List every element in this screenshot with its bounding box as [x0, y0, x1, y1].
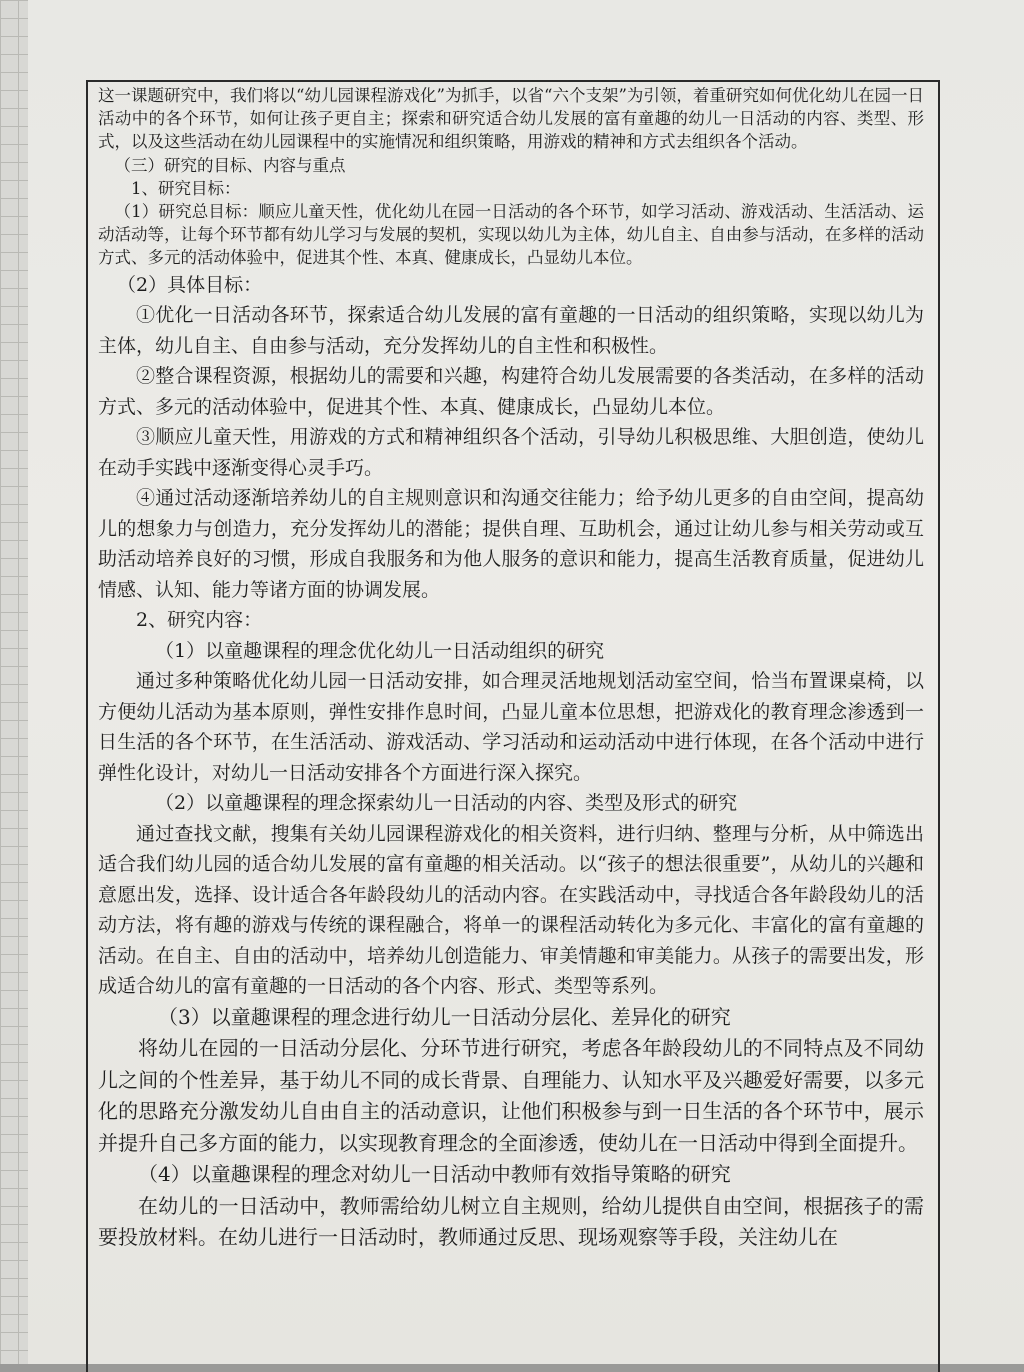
content-paragraph-1: 通过多种策略优化幼儿园一日活动安排，如合理灵活地规划活动室空间，恰当布置课桌椅，以方便幼儿活动为基本原则，弹性安排作息时间，凸显儿童本位思想，把游戏化的教育理念渗透到一日生活的各个环节，在生活活动、游戏活动、学习活动和运动活动中进行体现，在各个活动中进行弹性化设计，对幼儿一日活动安排各个方面进行深入探究。 [98, 670, 924, 784]
subheading-specific-goals: （2）具体目标： [117, 273, 263, 296]
goal-item-3: ③顺应儿童天性，用游戏的方式和精神组织各个活动，引导幼儿积极思维、大胆创造，使幼儿在动手实践中逐渐变得心灵手巧。 [98, 426, 924, 479]
content-heading-1: （1）以童趣课程的理念优化幼儿一日活动组织的研究 [155, 639, 605, 662]
goal-item-4: ④通过活动逐渐培养幼儿的自主规则意识和沟通交往能力；给予幼儿更多的自由空间，提高幼儿的想象力与创造力，充分发挥幼儿的潜能；提供自理、互助机会，通过让幼儿参与相关劳动或互助活动培养良好的习惯，形成自我服务和为他人服务的意识和能力，提高生活教育质量，促进幼儿情感、认知、能力等诸方面的协调发展。 [98, 487, 924, 601]
content-heading-2: （2）以童趣课程的理念探索幼儿一日活动的内容、类型及形式的研究 [155, 792, 738, 815]
content-paragraph-4: 在幼儿的一日活动中，教师需给幼儿树立自主规则，给幼儿提供自由空间，根据孩子的需要投放材料。在幼儿进行一日活动时，教师通过反思、现场观察等手段，关注幼儿在 [98, 1193, 924, 1250]
content-paragraph-3: 将幼儿在园的一日活动分层化、分环节进行研究，考虑各年龄段幼儿的不同特点及不同幼儿之间的个性差异，基于幼儿不同的成长背景、自理能力、认知水平及兴趣爱好需要，以多元化的思路充分激发幼儿自由自主的活动意识，让他们积极参与到一日生活的各个环节中，展示并提升自己多方面的能力，以实现教育理念的全面渗透，使幼儿在一日活动中得到全面提升。 [98, 1036, 924, 1155]
content-heading-4: （4）以童趣课程的理念对幼儿一日活动中教师有效指导策略的研究 [138, 1162, 731, 1187]
goal-item-1: ①优化一日活动各环节，探索适合幼儿发展的富有童趣的一日活动的组织策略，实现以幼儿为主体，幼儿自主、自由参与活动，充分发挥幼儿的自主性和积极性。 [98, 304, 924, 357]
paragraph-intro: 这一课题研究中，我们将以“幼儿园课程游戏化”为抓手，以省“六个支架”为引领，着重研究如何优化幼儿在园一日活动中的各个环节，如何让孩子更自主；探索和研究适合幼儿发展的富有童趣的幼儿一日活动的内容、类型、形式，以及这些活动在幼儿园课程中的实施情况和组织策略，用游戏的精神和方式去组织各个活动。 [98, 86, 924, 152]
content-heading-3: （3）以童趣课程的理念进行幼儿一日活动分层化、差异化的研究 [158, 1004, 731, 1029]
subheading-research-content: 2、研究内容： [136, 609, 263, 632]
subheading-research-goals: 1、研究目标： [131, 178, 241, 198]
goal-item-2: ②整合课程资源，根据幼儿的需要和兴趣，构建符合幼儿发展需要的各类活动，在多样的活动方式、多元的活动体验中，促进其个性、本真、健康成长，凸显幼儿本位。 [98, 365, 924, 418]
paragraph-overall-goal: （1）研究总目标：顺应儿童天性，优化幼儿在园一日活动的各个环节，如学习活动、游戏活动、生活活动、运动活动等，让每个环节都有幼儿学习与发展的契机，实现以幼儿为主体，幼儿自主、自由参与活动，在多样的活动方式、多元的活动体验中，促进其个性、本真、健康成长，凸显幼儿本位。 [98, 202, 924, 268]
content-paragraph-2: 通过查找文献，搜集有关幼儿园课程游戏化的相关资料，进行归纳、整理与分析，从中筛选出适合我们幼儿园的适合幼儿发展的富有童趣的相关活动。以“孩子的想法很重要”，从幼儿的兴趣和意愿出发，选择、设计适合各年龄段幼儿的活动内容。在实践活动中，寻找适合各年龄段幼儿的活动方法，将有趣的游戏与传统的课程融合，将单一的课程活动转化为多元化、丰富化的富有童趣的活动。在自主、自由的活动中，培养幼儿创造能力、审美情趣和审美能力。从孩子的需要出发，形成适合幼儿的富有童趣的一日活动的各个内容、形式、类型等系列。 [98, 822, 924, 998]
section-heading-3: （三）研究的目标、内容与重点 [114, 155, 346, 175]
document-body [98, 84, 924, 1254]
